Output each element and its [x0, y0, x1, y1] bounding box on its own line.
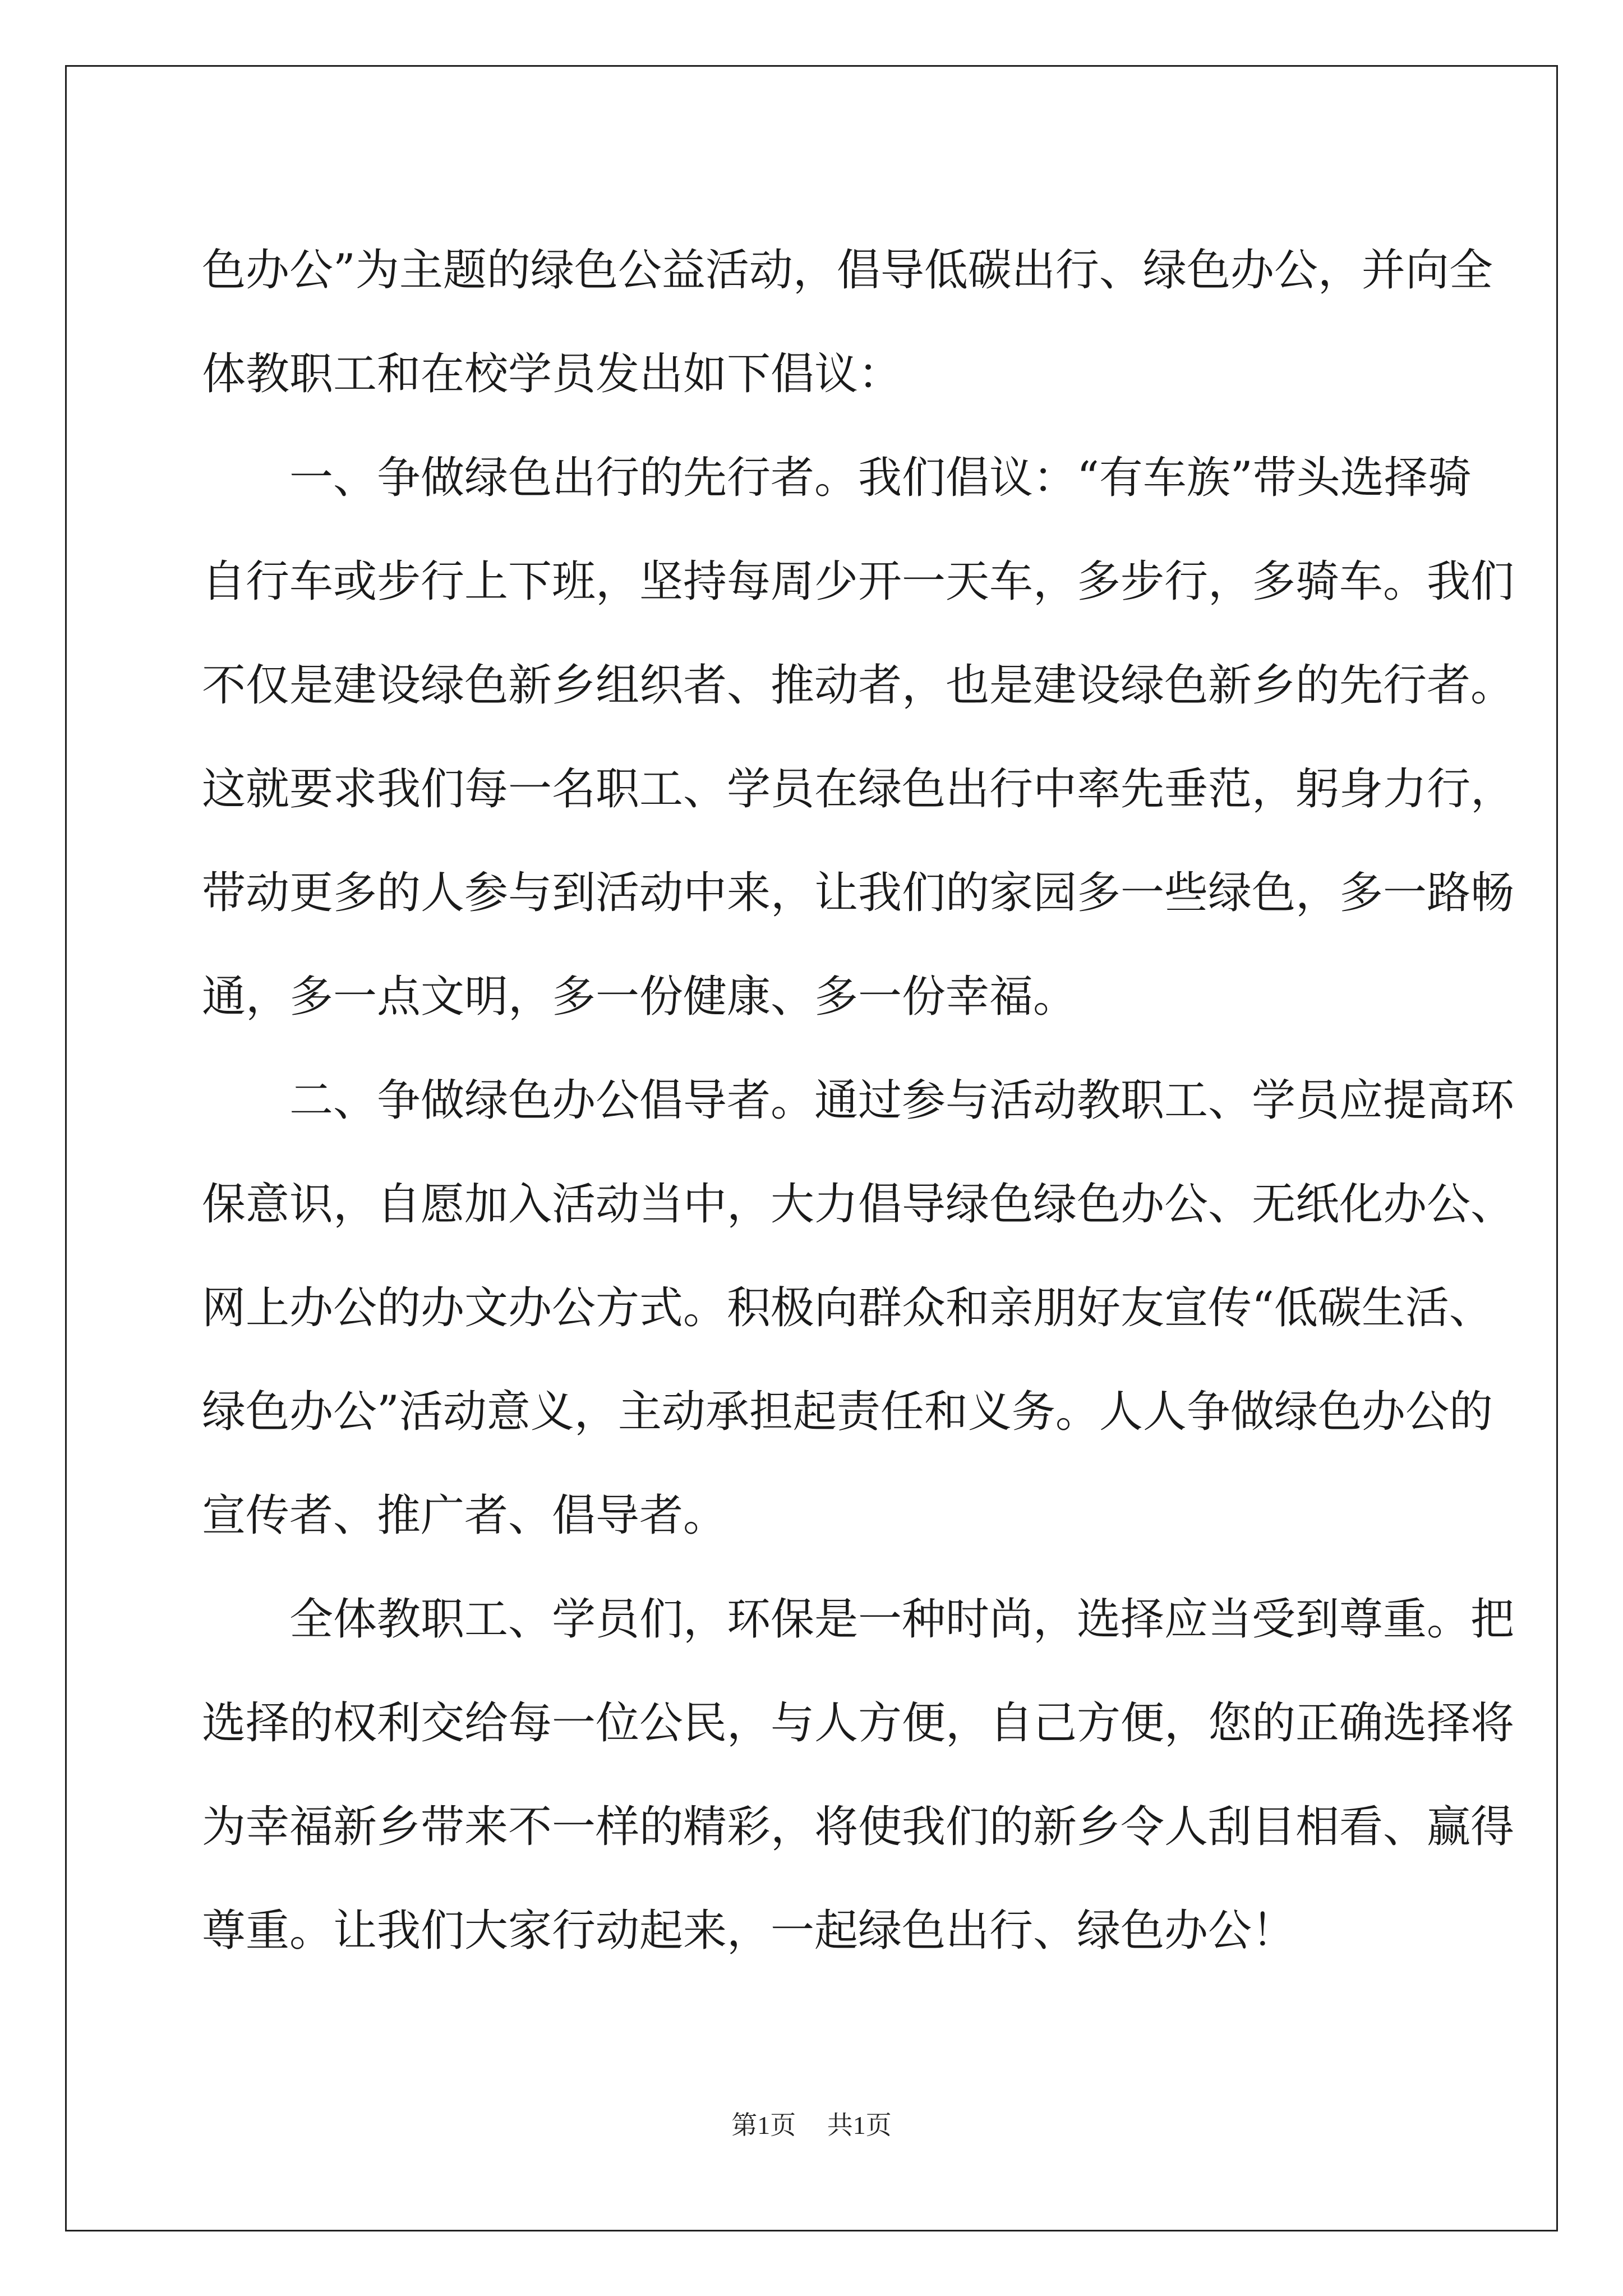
page-footer	[0, 2105, 1623, 2142]
text-line: 自行车或步行上下班，坚持每周少开一天车，多步行，多骑车。我们	[202, 556, 1515, 607]
text-line: 色办公”为主题的绿色公益活动，倡导低碳出行、绿色办公，并向全	[202, 245, 1493, 296]
text-line: 带动更多的人参与到活动中来，让我们的家园多一些绿色，多一路畅	[202, 868, 1515, 918]
text-line: 通，多一点文明，多一份健康、多一份幸福。	[202, 972, 1077, 1022]
text-line: 绿色办公”活动意义，主动承担起责任和义务。人人争做绿色办公的	[202, 1387, 1493, 1437]
text-line: 这就要求我们每一名职工、学员在绿色出行中率先垂范，躬身力行，	[202, 764, 1515, 815]
text-line: 二、争做绿色办公倡导者。通过参与活动教职工、学员应提高环	[289, 1075, 1515, 1126]
text-line: 选择的权利交给每一位公民，与人方便，自己方便，您的正确选择将	[202, 1698, 1515, 1749]
page-number: 第1页	[731, 2111, 796, 2139]
text-line: 一、争做绿色出行的先行者。我们倡议：“有车族”带头选择骑	[289, 453, 1472, 503]
text-line: 为幸福新乡带来不一样的精彩，将使我们的新乡令人刮目相看、赢得	[202, 1802, 1515, 1852]
text-line: 全体教职工、学员们，环保是一种时尚，选择应当受到尊重。把	[289, 1594, 1515, 1645]
text-line: 网上办公的办文办公方式。积极向群众和亲朋好友宣传“低碳生活、	[202, 1283, 1493, 1333]
text-line: 不仅是建设绿色新乡组织者、推动者，也是建设绿色新乡的先行者。	[202, 660, 1515, 711]
text-line: 保意识，自愿加入活动当中，大力倡导绿色绿色办公、无纸化办公、	[202, 1179, 1515, 1230]
text-line: 宣传者、推广者、倡导者。	[202, 1490, 727, 1541]
document-body	[202, 219, 1515, 1983]
text-line: 体教职工和在校学员发出如下倡议：	[202, 349, 902, 399]
text-line: 尊重。让我们大家行动起来，一起绿色出行、绿色办公！	[202, 1906, 1296, 1956]
page-total: 共1页	[827, 2111, 892, 2139]
